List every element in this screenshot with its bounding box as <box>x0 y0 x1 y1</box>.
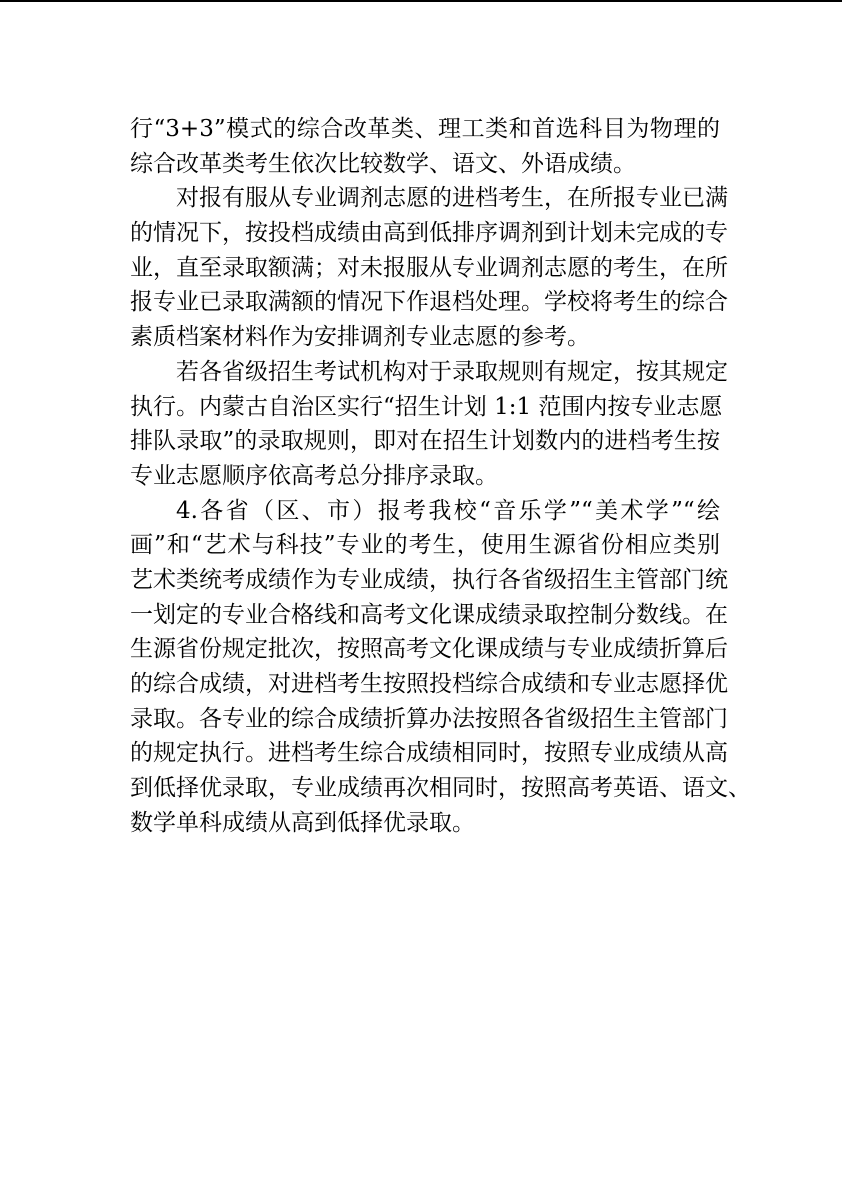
text-line: 一划定的专业合格线和高考文化课成绩录取控制分数线。在 <box>130 601 728 628</box>
text-line: 艺术类统考成绩作为专业成绩，执行各省级招生主管部门统 <box>130 566 728 593</box>
text-line: 到低择优录取，专业成绩再次相同时，按照高考英语、语文、 <box>130 775 751 802</box>
paragraph-arts-admission <box>130 494 751 841</box>
text-line: 对报有服从专业调剂志愿的进档考生，在所报专业已满 <box>176 185 728 212</box>
text-line: 行“3+3”模式的综合改革类、理工类和首选科目为物理的 <box>130 116 720 142</box>
document-body <box>130 112 751 840</box>
text-line: 执行。内蒙古自治区实行“招生计划 1:1 范围内按专业志愿 <box>130 393 723 420</box>
text-line: 的综合成绩，对进档考生按照投档综合成绩和专业志愿择优 <box>130 671 728 697</box>
text-line: 素质档案材料作为安排调剂专业志愿的参考。 <box>130 324 590 351</box>
text-line: 排队录取”的录取规则，即对在招生计划数内的进档考生按 <box>130 428 720 455</box>
text-line: 录取。各专业的综合成绩折算办法按照各省级招生主管部门 <box>130 705 728 732</box>
paragraph-adjustment-rules <box>130 181 728 354</box>
page-top-border <box>0 0 842 2</box>
text-line: 数学单科成绩从高到低择优录取。 <box>130 809 475 836</box>
paragraph-provincial-rules <box>130 355 728 494</box>
text-line: 专业志愿顺序依高考总分排序录取。 <box>130 462 498 489</box>
text-line: 的情况下，按投档成绩由高到低排序调剂到计划未完成的专 <box>130 220 728 247</box>
text-line: 生源省份规定批次，按照高考文化课成绩与专业成绩折算后 <box>130 636 728 663</box>
text-line: 的规定执行。进档考生综合成绩相同时，按照专业成绩从高 <box>130 740 728 767</box>
text-line: 报专业已录取满额的情况下作退档处理。学校将考生的综合 <box>130 289 728 316</box>
text-line: 业，直至录取额满；对未报服从专业调剂志愿的考生，在所 <box>130 254 728 281</box>
text-line: 综合改革类考生依次比较数学、语文、外语成绩。 <box>130 150 636 177</box>
text-line: 若各省级招生考试机构对于录取规则有规定，按其规定 <box>176 358 728 385</box>
paragraph-continuation <box>130 112 720 181</box>
text-line: 4.各省（区、市）报考我校“音乐学”“美术学”“绘 <box>176 497 720 524</box>
text-line: 画”和“艺术与科技”专业的考生，使用生源省份相应类别 <box>130 532 720 559</box>
